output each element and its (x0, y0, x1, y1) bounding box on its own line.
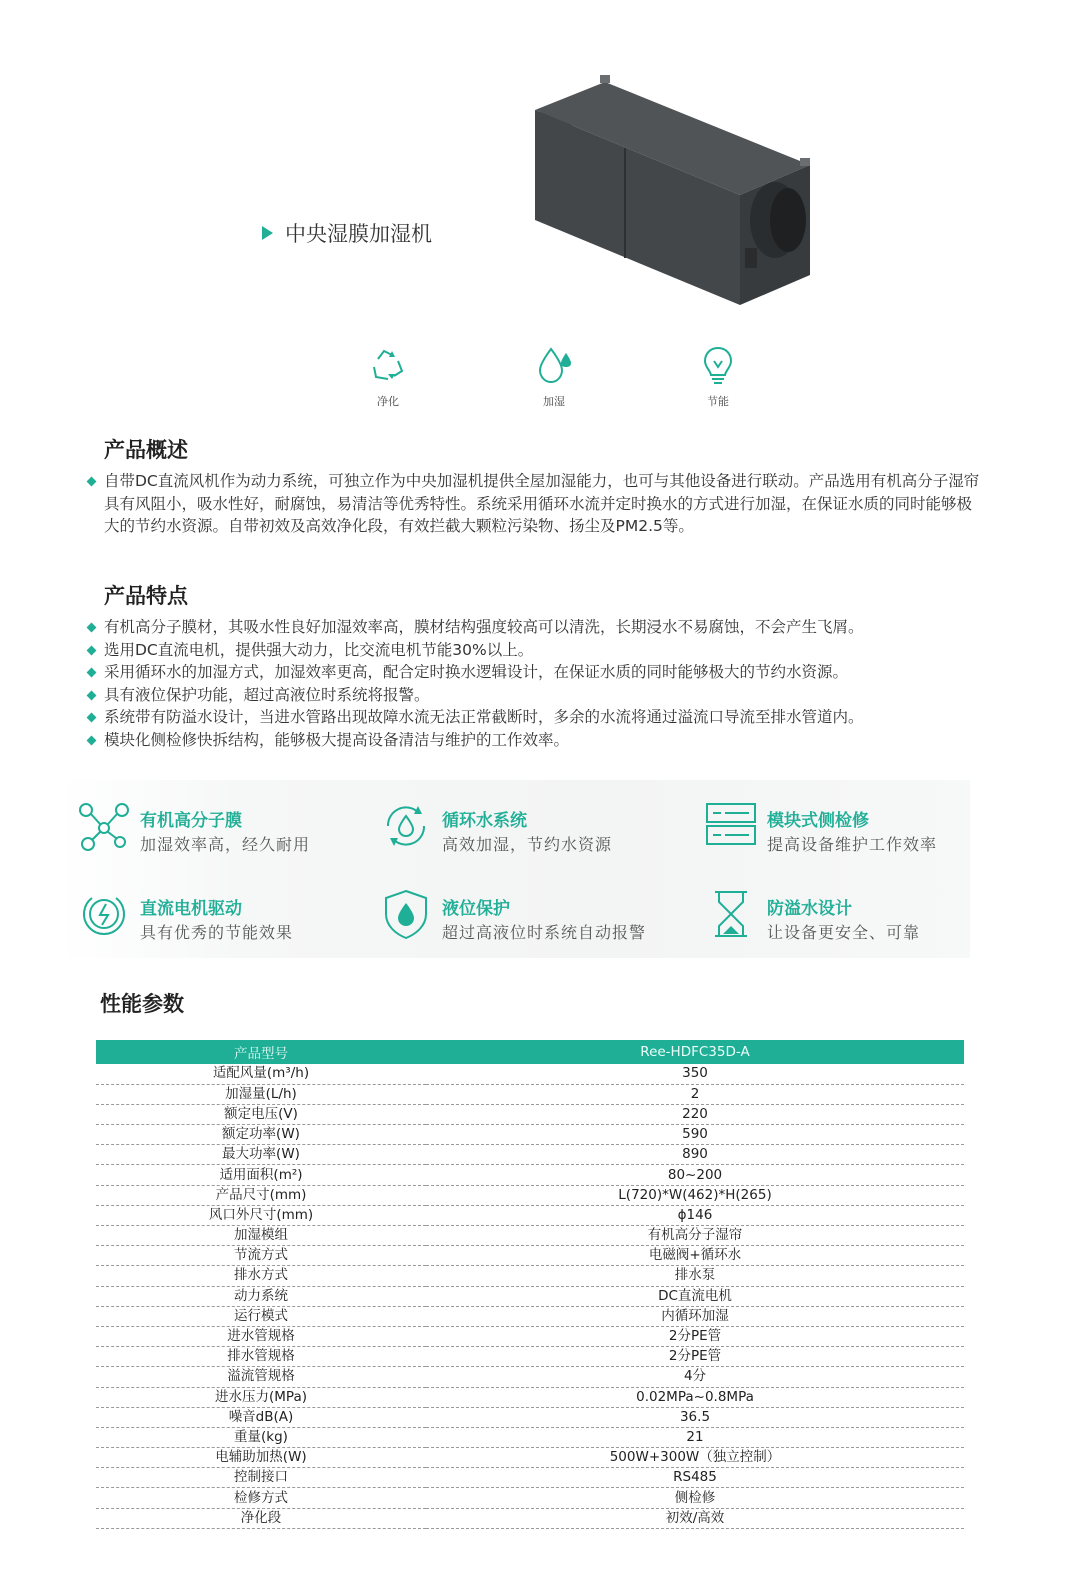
spec-key: 加湿模组 (96, 1226, 426, 1246)
icon-label-purify: 净化 (377, 395, 399, 408)
spec-key: 适用面积(m²) (96, 1165, 426, 1185)
feature-card-title: 有机高分子膜 (140, 811, 242, 831)
spec-key: 噪音dB(A) (96, 1407, 426, 1427)
table-row (96, 1104, 964, 1124)
feature-card-water-cycle (380, 800, 670, 860)
table-row (96, 1508, 964, 1528)
spec-key: 节流方式 (96, 1246, 426, 1266)
spec-key: 进水管规格 (96, 1326, 426, 1346)
spec-value: 内循环加湿 (426, 1306, 964, 1326)
icon-label-energy: 节能 (707, 395, 729, 408)
table-row (96, 1326, 964, 1346)
table-row (96, 1084, 964, 1104)
feature-card-module (705, 800, 995, 860)
spec-value: 电磁阀+循环水 (426, 1246, 964, 1266)
features-list (86, 616, 986, 751)
spec-value: 4分 (426, 1367, 964, 1387)
feature-card-title: 模块式侧检修 (767, 811, 869, 831)
table-row (96, 1306, 964, 1326)
shield-drop-icon (380, 888, 432, 940)
hourglass-icon (705, 888, 757, 940)
spec-value: 初效/高效 (426, 1508, 964, 1528)
spec-value: 890 (426, 1145, 964, 1165)
spec-value: L(720)*W(462)*H(265) (426, 1185, 964, 1205)
module-rack-icon (705, 800, 757, 852)
spec-key: 进水压力(MPa) (96, 1387, 426, 1407)
spec-value: 220 (426, 1104, 964, 1124)
spec-value: 350 (426, 1064, 964, 1084)
table-row (96, 1266, 964, 1286)
table-row (96, 1387, 964, 1407)
light-bulb-icon (698, 345, 738, 385)
table-row (96, 1427, 964, 1447)
table-row (96, 1205, 964, 1225)
spec-value: 80~200 (426, 1165, 964, 1185)
feature-icons-row (0, 345, 1080, 420)
table-row (96, 1125, 964, 1145)
spec-value: 590 (426, 1125, 964, 1145)
table-row (96, 1367, 964, 1387)
spec-key: 溢流管规格 (96, 1367, 426, 1387)
table-row (96, 1145, 964, 1165)
water-cycle-icon (380, 800, 432, 852)
spec-key: 加湿量(L/h) (96, 1084, 426, 1104)
feature-card-desc: 加湿效率高，经久耐用 (140, 835, 311, 854)
feature-cards-panel (60, 780, 970, 958)
table-row (96, 1246, 964, 1266)
spec-key: 检修方式 (96, 1488, 426, 1508)
overview-title: 产品概述 (104, 438, 188, 462)
spec-key: 排水方式 (96, 1266, 426, 1286)
table-row (96, 1448, 964, 1468)
spec-key: 适配风量(m³/h) (96, 1064, 426, 1084)
feature-card-desc: 高效加湿，节约水资源 (442, 835, 613, 854)
table-row (96, 1407, 964, 1427)
product-title (262, 218, 432, 248)
overview-block (86, 470, 986, 538)
table-row (96, 1226, 964, 1246)
spec-key: 重量(kg) (96, 1427, 426, 1447)
table-row (96, 1286, 964, 1306)
table-row (96, 1185, 964, 1205)
icon-item-humidify (514, 345, 594, 409)
table-row (96, 1064, 964, 1084)
play-triangle-icon (262, 226, 273, 240)
spec-key: 产品尺寸(mm) (96, 1185, 426, 1205)
icon-label-humidify: 加湿 (543, 395, 565, 408)
features-title: 产品特点 (104, 584, 188, 608)
table-row (96, 1347, 964, 1367)
spec-value: 2分PE管 (426, 1326, 964, 1346)
feature-card-title: 防溢水设计 (767, 899, 852, 919)
specs-title: 性能参数 (100, 992, 184, 1016)
feature-card-title: 循环水系统 (442, 811, 527, 831)
spec-value: 0.02MPa~0.8MPa (426, 1387, 964, 1407)
spec-key: 最大功率(W) (96, 1145, 426, 1165)
spec-value: 排水泵 (426, 1266, 964, 1286)
spec-value: 2分PE管 (426, 1347, 964, 1367)
spec-value: ϕ146 (426, 1205, 964, 1225)
feature-card-desc: 让设备更安全、可靠 (767, 923, 921, 942)
feature-card-title: 直流电机驱动 (140, 899, 242, 919)
spec-key: 风口外尺寸(mm) (96, 1205, 426, 1225)
icon-item-energy (678, 345, 758, 409)
feature-card-dc-motor (78, 888, 368, 948)
spec-key: 控制接口 (96, 1468, 426, 1488)
feature-bullet: 具有液位保护功能，超过高液位时系统将报警。 (86, 684, 986, 707)
overview-text: 自带DC直流风机作为动力系统，可独立作为中央加湿机提供全屋加湿能力，也可与其他设备进行联动。产品选用有机高分子湿帘具有风阻小，吸水性好，耐腐蚀，易清洁等优秀特性。系统采用循环水流并定时换水的方式进行加湿，在保证水质的同时能够极大的节约水资源。自带初效及高效净化段，有效拦截大颗粒污染物、扬尘及PM2.5等。 (86, 470, 986, 538)
table-row (96, 1468, 964, 1488)
spec-key: 净化段 (96, 1508, 426, 1528)
feature-card-overflow (705, 888, 995, 948)
feature-bullet: 模块化侧检修快拆结构，能够极大提高设备清洁与维护的工作效率。 (86, 729, 986, 752)
icon-item-purify (348, 345, 428, 409)
specs-header-row (96, 1040, 964, 1064)
spec-key: 动力系统 (96, 1286, 426, 1306)
feature-card-desc: 超过高液位时系统自动报警 (442, 923, 647, 942)
water-drop-icon (534, 345, 574, 385)
specs-table (96, 1040, 964, 1529)
humidifier-product-image (520, 70, 830, 320)
spec-value: RS485 (426, 1468, 964, 1488)
feature-card-desc: 提高设备维护工作效率 (767, 835, 938, 854)
recycle-purify-icon (368, 345, 408, 385)
specs-header-value: Ree-HDFC35D-A (426, 1040, 964, 1064)
specs-header-key: 产品型号 (96, 1040, 426, 1064)
feature-card-membrane (78, 800, 368, 860)
spec-key: 额定电压(V) (96, 1104, 426, 1124)
spec-key: 排水管规格 (96, 1347, 426, 1367)
spec-value: 36.5 (426, 1407, 964, 1427)
feature-bullet: 有机高分子膜材，其吸水性良好加湿效率高，膜材结构强度较高可以清洗，长期浸水不易腐蚀，不会产生飞屑。 (86, 616, 986, 639)
feature-card-desc: 具有优秀的节能效果 (140, 923, 294, 942)
feature-card-level-protect (380, 888, 670, 948)
table-row (96, 1165, 964, 1185)
feature-bullet: 选用DC直流电机，提供强大动力，比交流电机节能30%以上。 (86, 639, 986, 662)
spec-key: 运行模式 (96, 1306, 426, 1326)
spec-value: DC直流电机 (426, 1286, 964, 1306)
spec-value: 21 (426, 1427, 964, 1447)
spec-value: 2 (426, 1084, 964, 1104)
molecule-icon (78, 800, 130, 852)
spec-value: 有机高分子湿帘 (426, 1226, 964, 1246)
feature-bullet: 采用循环水的加湿方式，加湿效率更高，配合定时换水逻辑设计，在保证水质的同时能够极大的节约水资源。 (86, 661, 986, 684)
spec-key: 电辅助加热(W) (96, 1448, 426, 1468)
spec-key: 额定功率(W) (96, 1125, 426, 1145)
hero-section (0, 0, 1080, 330)
product-title-text: 中央湿膜加湿机 (285, 222, 432, 246)
spec-value: 侧检修 (426, 1488, 964, 1508)
feature-bullet: 系统带有防溢水设计，当进水管路出现故障水流无法正常截断时，多余的水流将通过溢流口导流至排水管道内。 (86, 706, 986, 729)
spec-value: 500W+300W（独立控制） (426, 1448, 964, 1468)
feature-card-title: 液位保护 (442, 899, 510, 919)
power-bolt-icon (78, 888, 130, 940)
specs-body (96, 1064, 964, 1528)
table-row (96, 1488, 964, 1508)
